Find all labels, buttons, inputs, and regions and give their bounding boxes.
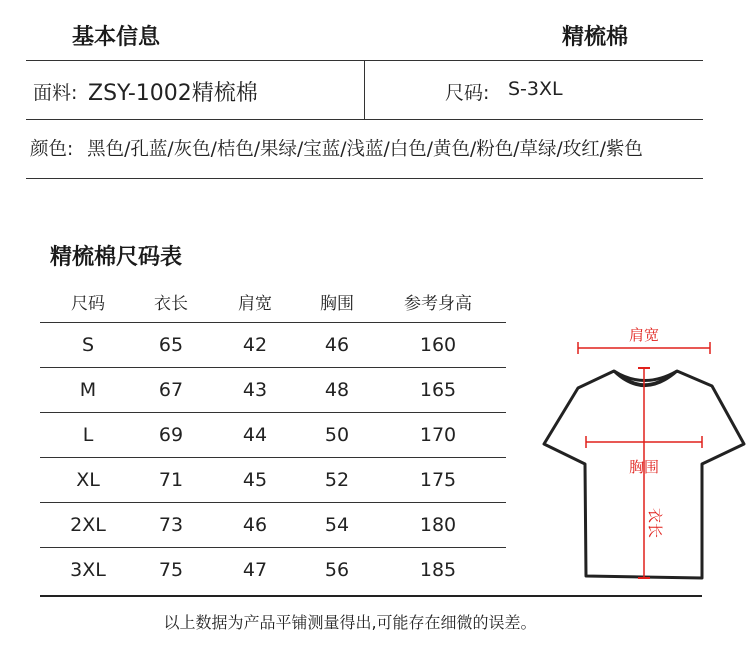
cell-chest: 50 bbox=[304, 413, 370, 458]
cell-shoulder: 47 bbox=[242, 559, 268, 581]
length-measure-label: 衣长 bbox=[646, 507, 664, 539]
table-row bbox=[40, 413, 506, 458]
colors-row bbox=[30, 135, 643, 161]
column-header-chest: 胸围 bbox=[304, 280, 370, 323]
cell-shoulder: 43 bbox=[206, 368, 304, 413]
divider-bottom bbox=[26, 178, 703, 179]
divider-middle bbox=[26, 119, 703, 120]
cell-length: 75 bbox=[158, 559, 184, 581]
cell-height: 165 bbox=[370, 368, 506, 413]
fabric-label: 面料: bbox=[33, 82, 78, 104]
column-header-length: 衣长 bbox=[136, 280, 206, 323]
cell-length: 65 bbox=[136, 323, 206, 368]
material-heading: 精梳棉 bbox=[562, 25, 629, 50]
cell-length: 71 bbox=[136, 458, 206, 503]
cell-height: 185 bbox=[419, 559, 457, 581]
chest-measure-label: 胸围 bbox=[628, 458, 660, 476]
table-row bbox=[40, 548, 506, 593]
divider-vertical bbox=[364, 61, 365, 119]
cell-height: 160 bbox=[370, 323, 506, 368]
cell-length: 69 bbox=[136, 413, 206, 458]
table-bottom-line bbox=[40, 595, 702, 597]
size-table-title: 精梳棉尺码表 bbox=[50, 245, 183, 270]
basic-info-heading: 基本信息 bbox=[72, 25, 161, 50]
table-header-row bbox=[40, 280, 506, 323]
cell-length: 73 bbox=[136, 503, 206, 548]
cell-chest: 48 bbox=[304, 368, 370, 413]
size-range-value: S-3XL bbox=[508, 78, 563, 100]
tshirt-measurement-diagram bbox=[540, 318, 748, 586]
table-row bbox=[40, 323, 506, 368]
fabric-value: ZSY-1002精梳棉 bbox=[88, 81, 258, 106]
measurement-note: 以上数据为产品平铺测量得出,可能存在细微的误差。 bbox=[163, 613, 537, 632]
cell-shoulder: 44 bbox=[206, 413, 304, 458]
cell-shoulder: 45 bbox=[206, 458, 304, 503]
shoulder-measure-label: 肩宽 bbox=[628, 326, 660, 344]
table-row bbox=[40, 458, 506, 503]
cell-chest: 56 bbox=[324, 559, 350, 581]
column-header-height: 参考身高 bbox=[370, 280, 506, 323]
cell-chest: 54 bbox=[304, 503, 370, 548]
cell-height: 170 bbox=[370, 413, 506, 458]
cell-height: 175 bbox=[370, 458, 506, 503]
cell-size: 3XL bbox=[70, 559, 106, 581]
cell-length: 67 bbox=[136, 368, 206, 413]
cell-size: XL bbox=[40, 458, 136, 503]
cell-shoulder: 46 bbox=[206, 503, 304, 548]
cell-size: 2XL bbox=[40, 503, 136, 548]
cell-size: L bbox=[40, 413, 136, 458]
table-row bbox=[40, 503, 506, 548]
cell-shoulder: 42 bbox=[206, 323, 304, 368]
column-header-shoulder: 肩宽 bbox=[206, 280, 304, 323]
column-header-size: 尺码 bbox=[40, 280, 136, 323]
size-table bbox=[40, 280, 506, 592]
colors-label: 颜色: bbox=[30, 139, 74, 160]
cell-size: S bbox=[40, 323, 136, 368]
cell-height: 180 bbox=[370, 503, 506, 548]
table-row bbox=[40, 368, 506, 413]
size-range-label: 尺码: bbox=[445, 82, 490, 104]
colors-value: 黑色/孔蓝/灰色/桔色/果绿/宝蓝/浅蓝/白色/黄色/粉色/草绿/玫红/紫色 bbox=[87, 139, 643, 160]
cell-chest: 46 bbox=[304, 323, 370, 368]
cell-chest: 52 bbox=[304, 458, 370, 503]
cell-size: M bbox=[40, 368, 136, 413]
